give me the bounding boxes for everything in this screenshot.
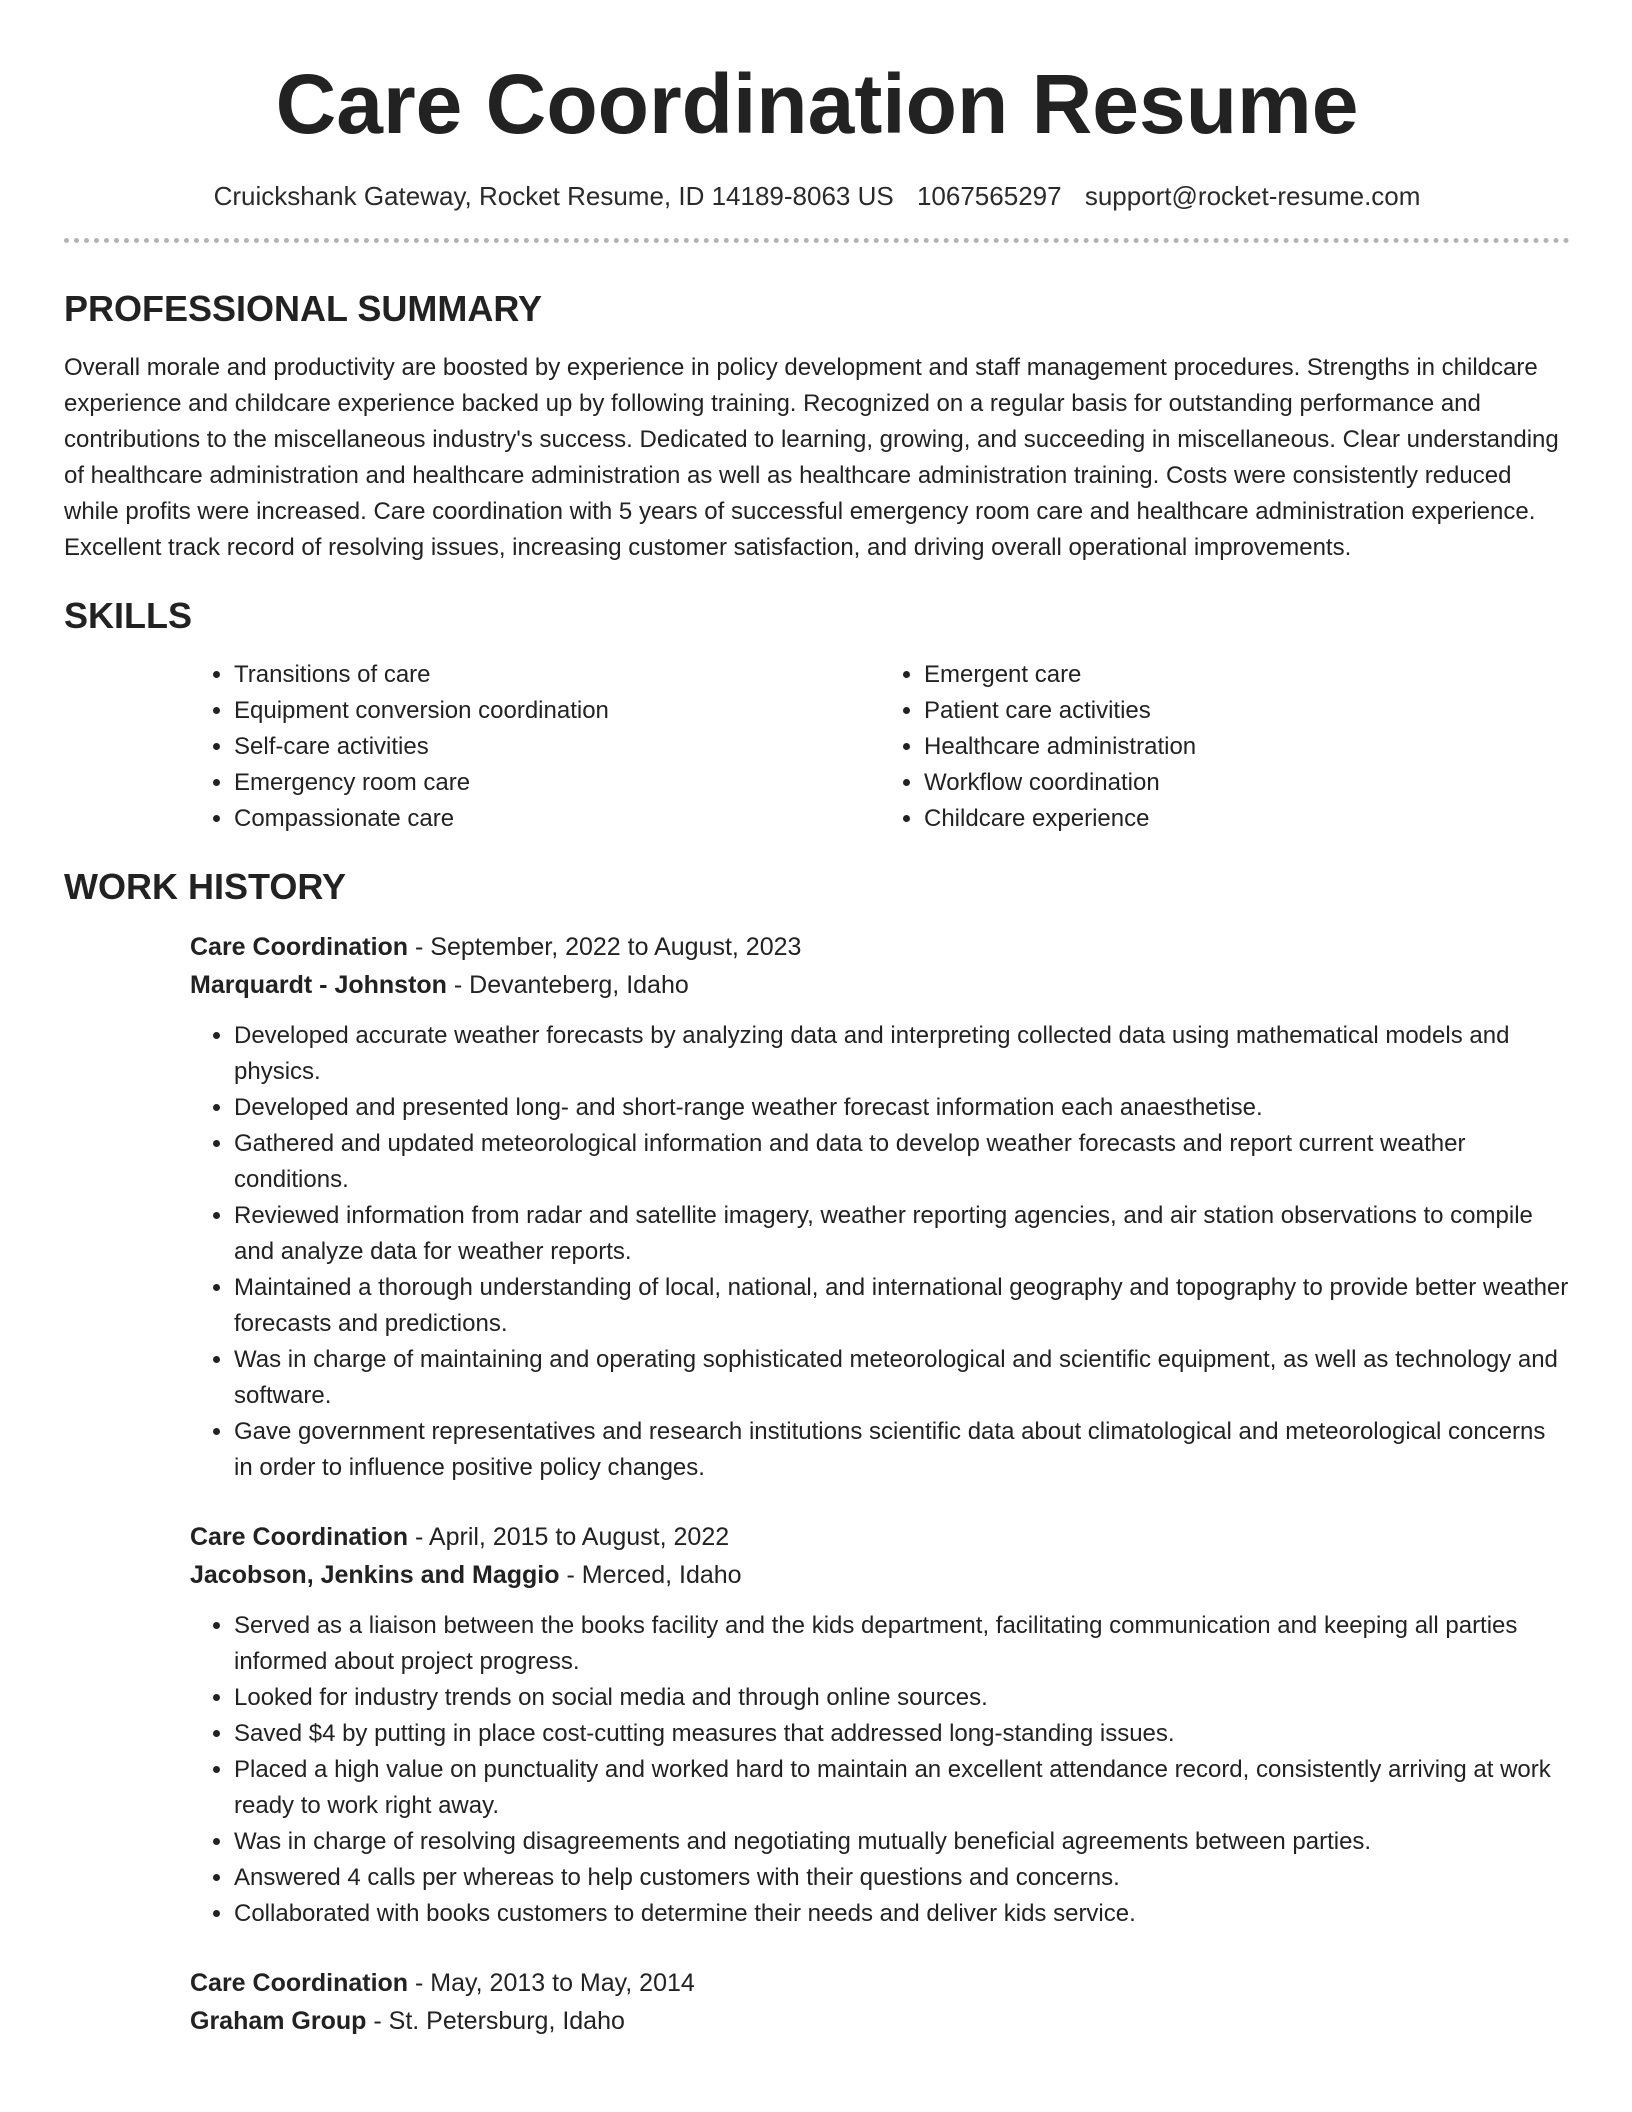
work-heading: WORK HISTORY [64, 866, 347, 907]
job-bullet: • Was in charge of maintaining and operating sophisticated meteorological and scientific equipment, as well as technology and software. [234, 1342, 1570, 1414]
job-title-line [190, 928, 1570, 966]
contact-email: support@rocket-resume.com [1084, 181, 1421, 211]
job-title-line [190, 1518, 1570, 1556]
job-dates: - September, 2022 to August, 2023 [408, 933, 802, 961]
skill-item: • Healthcare administration [924, 729, 1570, 765]
job-title: Care Coordination [190, 933, 409, 961]
resume-title: Care Coordination Resume [275, 57, 1359, 151]
skill-item: • Emergent care [924, 657, 1570, 693]
job-bullet: • Served as a liaison between the books facility and the kids department, facilitating communication and keeping all parties informed about project progress. [234, 1608, 1570, 1680]
skill-item: • Childcare experience [924, 801, 1570, 837]
job-entry [190, 1518, 1570, 1932]
job-bullet: • Developed and presented long- and short-range weather forecast information each anaesthetise. [234, 1090, 1570, 1126]
job-title-line [190, 1964, 1570, 2002]
job-entry [190, 928, 1570, 1486]
job-title: Care Coordination [190, 1523, 409, 1551]
job-bullet: • Reviewed information from radar and satellite imagery, weather reporting agencies, and air station observations to compile and analyze data for weather reports. [234, 1198, 1570, 1270]
skill-item: • Compassionate care [234, 801, 880, 837]
contact-phone: 1067565297 [916, 181, 1062, 211]
skill-item: • Workflow coordination [924, 765, 1570, 801]
job-location: - St. Petersburg, Idaho [366, 2007, 625, 2035]
job-title: Care Coordination [190, 1969, 409, 1997]
job-bullet: • Saved $4 by putting in place cost-cutting measures that addressed long-standing issues. [234, 1716, 1570, 1752]
job-entry [190, 1964, 1570, 2040]
job-bullet: • Maintained a thorough understanding of local, national, and international geography and topography to provide better weather forecasts and predictions. [234, 1270, 1570, 1342]
skills-grid [190, 657, 1570, 837]
job-bullets [190, 1018, 1570, 1486]
resume-page [64, 0, 1570, 2072]
skill-item: • Emergency room care [234, 765, 880, 801]
job-company: Graham Group [190, 2007, 367, 2035]
skills-heading: SKILLS [64, 595, 193, 636]
job-location: - Merced, Idaho [559, 1561, 742, 1589]
contact-line [64, 178, 1570, 214]
job-bullet: • Developed accurate weather forecasts by analyzing data and interpreting collected data using mathematical models and physics. [234, 1018, 1570, 1090]
job-bullets [190, 1608, 1570, 1932]
skills-list-left [190, 657, 880, 837]
job-dates: - May, 2013 to May, 2014 [408, 1969, 695, 1997]
skill-item: • Patient care activities [924, 693, 1570, 729]
summary-text: Overall morale and productivity are boosted by experience in policy development and staff management procedures. Strengths in childcare experience and childcare experience backed up by following training. Recognized on a regular basis for outstanding performance and contributions to the miscellaneous industry's success. Dedicated to learning, growing, and succeeding in miscellaneous. Clear understanding of healthcare administration and healthcare administration as well as healthcare administration training. Costs were consistently reduced while profits were increased. Care coordination with 5 years of successful emergency room care and healthcare administration experience. Excellent track record of resolving issues, increasing customer satisfaction, and driving overall operational improvements. [64, 354, 1559, 561]
job-dates: - April, 2015 to August, 2022 [408, 1523, 730, 1551]
summary-heading: PROFESSIONAL SUMMARY [64, 288, 543, 329]
job-company-line [190, 966, 1570, 1004]
job-bullet: • Answered 4 calls per whereas to help customers with their questions and concerns. [234, 1860, 1570, 1896]
header-divider [64, 238, 1570, 243]
job-bullet: • Gathered and updated meteorological information and data to develop weather forecasts and report current weather conditions. [234, 1126, 1570, 1198]
job-company-line [190, 1556, 1570, 1594]
job-company: Marquardt - Johnston [190, 971, 447, 999]
skill-item: • Equipment conversion coordination [234, 693, 880, 729]
job-bullet: • Collaborated with books customers to determine their needs and deliver kids service. [234, 1896, 1570, 1932]
job-company: Jacobson, Jenkins and Maggio [190, 1561, 560, 1589]
job-location: - Devanteberg, Idaho [446, 971, 689, 999]
job-bullet: • Gave government representatives and research institutions scientific data about climatological and meteorological concerns in order to influence positive policy changes. [234, 1414, 1570, 1486]
skills-list-right [880, 657, 1570, 837]
job-bullet: • Looked for industry trends on social media and through online sources. [234, 1680, 1570, 1716]
work-section [64, 863, 1570, 2040]
skill-item: • Self-care activities [234, 729, 880, 765]
job-bullet: • Was in charge of resolving disagreements and negotiating mutually beneficial agreements between parties. [234, 1824, 1570, 1860]
skills-section [64, 592, 1570, 837]
job-company-line [190, 2002, 1570, 2040]
contact-address: Cruickshank Gateway, Rocket Resume, ID 14189-8063 US [213, 181, 894, 211]
summary-section [64, 285, 1570, 566]
job-bullet: • Placed a high value on punctuality and worked hard to maintain an excellent attendance record, consistently arriving at work ready to work right away. [234, 1752, 1570, 1824]
skill-item: • Transitions of care [234, 657, 880, 693]
